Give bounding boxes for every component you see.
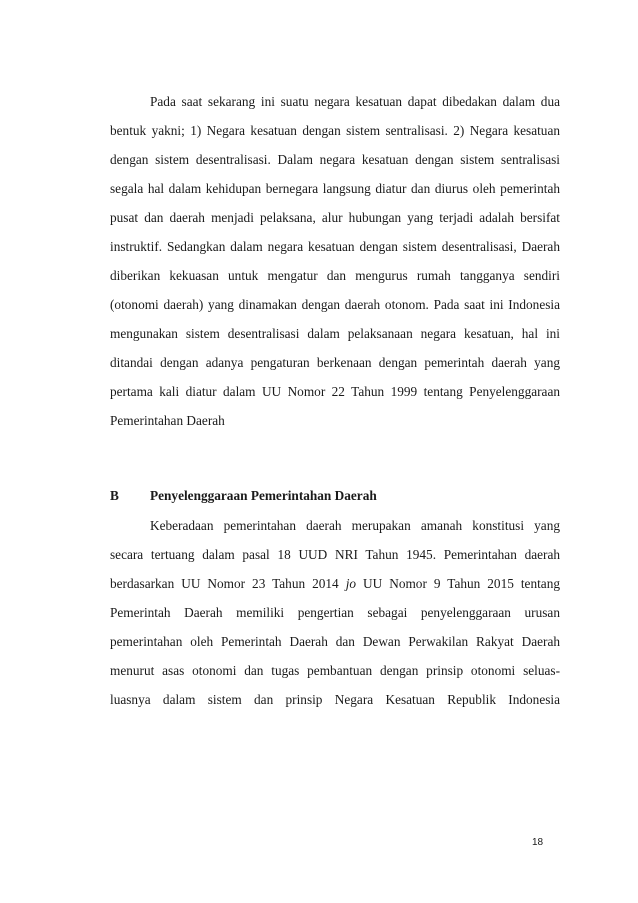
paragraph-line: pusat dan daerah menjadi pelaksana, alur hubungan yang terjadi adalah bersifat — [110, 210, 560, 225]
paragraph-line — [110, 576, 560, 592]
line-text: UU Nomor 9 Tahun 2015 tentang — [356, 576, 560, 591]
paragraph-line: Pemerintah Daerah memiliki pengertian sebagai penyelenggaraan urusan — [110, 605, 560, 620]
paragraph-line: Pada saat sekarang ini suatu negara kesatuan dapat dibedakan dalam dua — [150, 94, 560, 109]
paragraph-line: bentuk yakni; 1) Negara kesatuan dengan sistem sentralisasi. 2) Negara kesatuan — [110, 123, 560, 138]
paragraph-line: (otonomi daerah) yang dinamakan dengan daerah otonom. Pada saat ini Indonesia — [110, 297, 560, 312]
paragraph-line: ditandai dengan adanya pengaturan berkenaan dengan pemerintah daerah yang — [110, 355, 560, 370]
paragraph-line: mengunakan sistem desentralisasi dalam pelaksanaan negara kesatuan, hal ini — [110, 326, 560, 341]
paragraph-line: instruktif. Sedangkan dalam negara kesatuan dengan sistem desentralisasi, Daerah — [110, 239, 560, 254]
italic-term: jo — [345, 576, 357, 591]
paragraph-line: luasnya dalam sistem dan prinsip Negara Kesatuan Republik Indonesia — [110, 692, 560, 707]
paragraph-line: Keberadaan pemerintahan daerah merupakan amanah konstitusi yang — [150, 518, 560, 533]
paragraph-line: pertama kali diatur dalam UU Nomor 22 Tahun 1999 tentang Penyelenggaraan — [110, 384, 560, 399]
line-text: berdasarkan UU Nomor 23 Tahun 2014 — [110, 576, 346, 591]
paragraph-line: segala hal dalam kehidupan bernegara langsung diatur dan diurus oleh pemerintah — [110, 181, 560, 196]
page-number: 18 — [532, 837, 544, 848]
paragraph-line: pemerintahan oleh Pemerintah Daerah dan Dewan Perwakilan Rakyat Daerah — [110, 634, 560, 649]
paragraph-line: secara tertuang dalam pasal 18 UUD NRI Tahun 1945. Pemerintahan daerah — [110, 547, 560, 562]
section-label: B — [110, 488, 119, 503]
paragraph-line: menurut asas otonomi dan tugas pembantuan dengan prinsip otonomi seluas- — [110, 663, 560, 678]
paragraph-line: diberikan kekuasan untuk mengatur dan mengurus rumah tangganya sendiri — [110, 268, 560, 283]
paragraph-line: dengan sistem desentralisasi. Dalam negara kesatuan dengan sistem sentralisasi — [110, 152, 560, 167]
section-title: Penyelenggaraan Pemerintahan Daerah — [150, 488, 377, 503]
paragraph-line: Pemerintahan Daerah — [110, 413, 225, 428]
